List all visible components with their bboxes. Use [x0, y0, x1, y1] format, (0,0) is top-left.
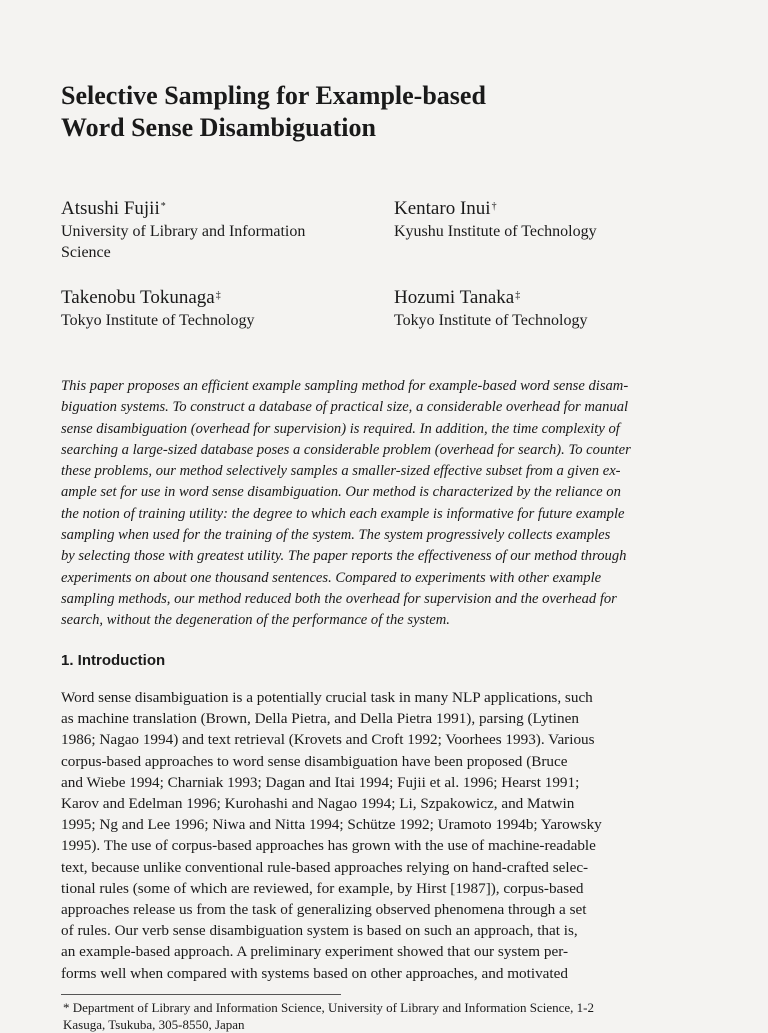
body-line: 1986; Nagao 1994) and text retrieval (Krovets and Croft 1992; Voorhees 1993). Various — [61, 731, 595, 749]
body-line: text, because unlike conventional rule-based approaches relying on hand-crafted selec- — [61, 858, 589, 876]
footnote — [63, 999, 703, 1033]
abstract-line: ample set for use in word sense disambiguation. Our method is characterized by the reliance on — [61, 484, 621, 501]
author-block-4 — [394, 286, 724, 331]
body-line: corpus-based approaches to word sense disambiguation have been proposed (Bruce — [61, 752, 568, 770]
author-name: Atsushi Fujii — [61, 198, 160, 219]
body-line: Karov and Edelman 1996; Kurohashi and Nagao 1994; Li, Szpakowicz, and Matwin — [61, 795, 575, 813]
abstract-line: sampling when used for the training of the system. The system progressively collects examples — [61, 527, 611, 544]
author-block-2 — [394, 197, 724, 242]
affiliation-line: Tokyo Institute of Technology — [61, 312, 255, 329]
abstract-line: search, without the degeneration of the performance of the system. — [61, 612, 450, 629]
title-line-2: Word Sense Disambiguation — [61, 113, 376, 142]
author-mark: ‡ — [515, 290, 521, 301]
abstract-line: searching a large-sized database poses a considerable problem (overhead for search). To counter — [61, 441, 631, 458]
affiliation-line: University of Library and Information — [61, 223, 306, 240]
body-line: tional rules (some of which are reviewed, for example, by Hirst [1987]), corpus-based — [61, 879, 584, 897]
author-block-1 — [61, 197, 391, 263]
abstract-line: experiments on about one thousand sentences. Compared to experiments with other example — [61, 569, 602, 586]
body-line: and Wiebe 1994; Charniak 1993; Dagan and Itai 1994; Fujii et al. 1996; Hearst 1991; — [61, 773, 580, 791]
author-affiliation — [61, 221, 391, 263]
abstract-line: by selecting those with greatest utility. The paper reports the effectiveness of our method through — [61, 548, 627, 565]
body-line: of rules. Our verb sense disambiguation system is based on such an approach, that is, — [61, 922, 578, 940]
author-name: Takenobu Tokunaga — [61, 287, 215, 308]
abstract-line: biguation systems. To construct a database of practical size, a considerable overhead for manual — [61, 399, 629, 416]
body-line: approaches release us from the task of generalizing observed phenomena through a set — [61, 901, 587, 919]
footnote-line: * Department of Library and Information Science, University of Library and Information Science, 1-2 — [63, 1000, 595, 1015]
body-line: Word sense disambiguation is a potentially crucial task in many NLP applications, such — [61, 689, 593, 706]
title-line-1: Selective Sampling for Example-based — [61, 81, 486, 110]
footnote-rule — [61, 994, 341, 995]
abstract-line: This paper proposes an efficient example sampling method for example-based word sense disam- — [61, 378, 629, 394]
author-block-3 — [61, 286, 391, 331]
author-mark: * — [160, 201, 166, 212]
author-affiliation — [61, 310, 391, 331]
body-line: 1995). The use of corpus-based approaches has grown with the use of machine-readable — [61, 837, 596, 855]
paper-title — [61, 80, 701, 144]
footnote-line: Kasuga, Tsukuba, 305-8550, Japan — [63, 1017, 245, 1032]
body-line: 1995; Ng and Lee 1996; Niwa and Nitta 1994; Schütze 1992; Uramoto 1994b; Yarowsky — [61, 816, 602, 834]
abstract-line: sampling methods, our method reduced both the overhead for supervision and the overhead for — [61, 590, 617, 607]
abstract-line: these problems, our method selectively samples a smaller-sized effective subset from a given ex- — [61, 463, 621, 480]
author-name: Kentaro Inui — [394, 198, 491, 219]
author-mark: ‡ — [215, 290, 221, 301]
author-affiliation — [394, 310, 724, 331]
author-name: Hozumi Tanaka — [394, 287, 515, 308]
body-line: an example-based approach. A preliminary experiment showed that our system per- — [61, 943, 569, 961]
body-text — [61, 687, 701, 984]
section-heading: 1. Introduction — [61, 652, 166, 669]
abstract-line: sense disambiguation (overhead for supervision) is required. In addition, the time complexity of — [61, 420, 620, 437]
affiliation-line: Science — [61, 244, 111, 261]
affiliation-line: Kyushu Institute of Technology — [394, 223, 597, 240]
body-line: forms well when compared with systems based on other approaches, and motivated — [61, 964, 568, 982]
abstract — [61, 376, 701, 632]
body-line: as machine translation (Brown, Della Pietra, and Della Pietra 1991), parsing (Lytinen — [61, 710, 579, 728]
author-mark: † — [491, 201, 497, 212]
abstract-line: the notion of training utility: the degree to which each example is informative for future example — [61, 505, 625, 522]
affiliation-line: Tokyo Institute of Technology — [394, 312, 588, 329]
author-affiliation — [394, 221, 724, 242]
